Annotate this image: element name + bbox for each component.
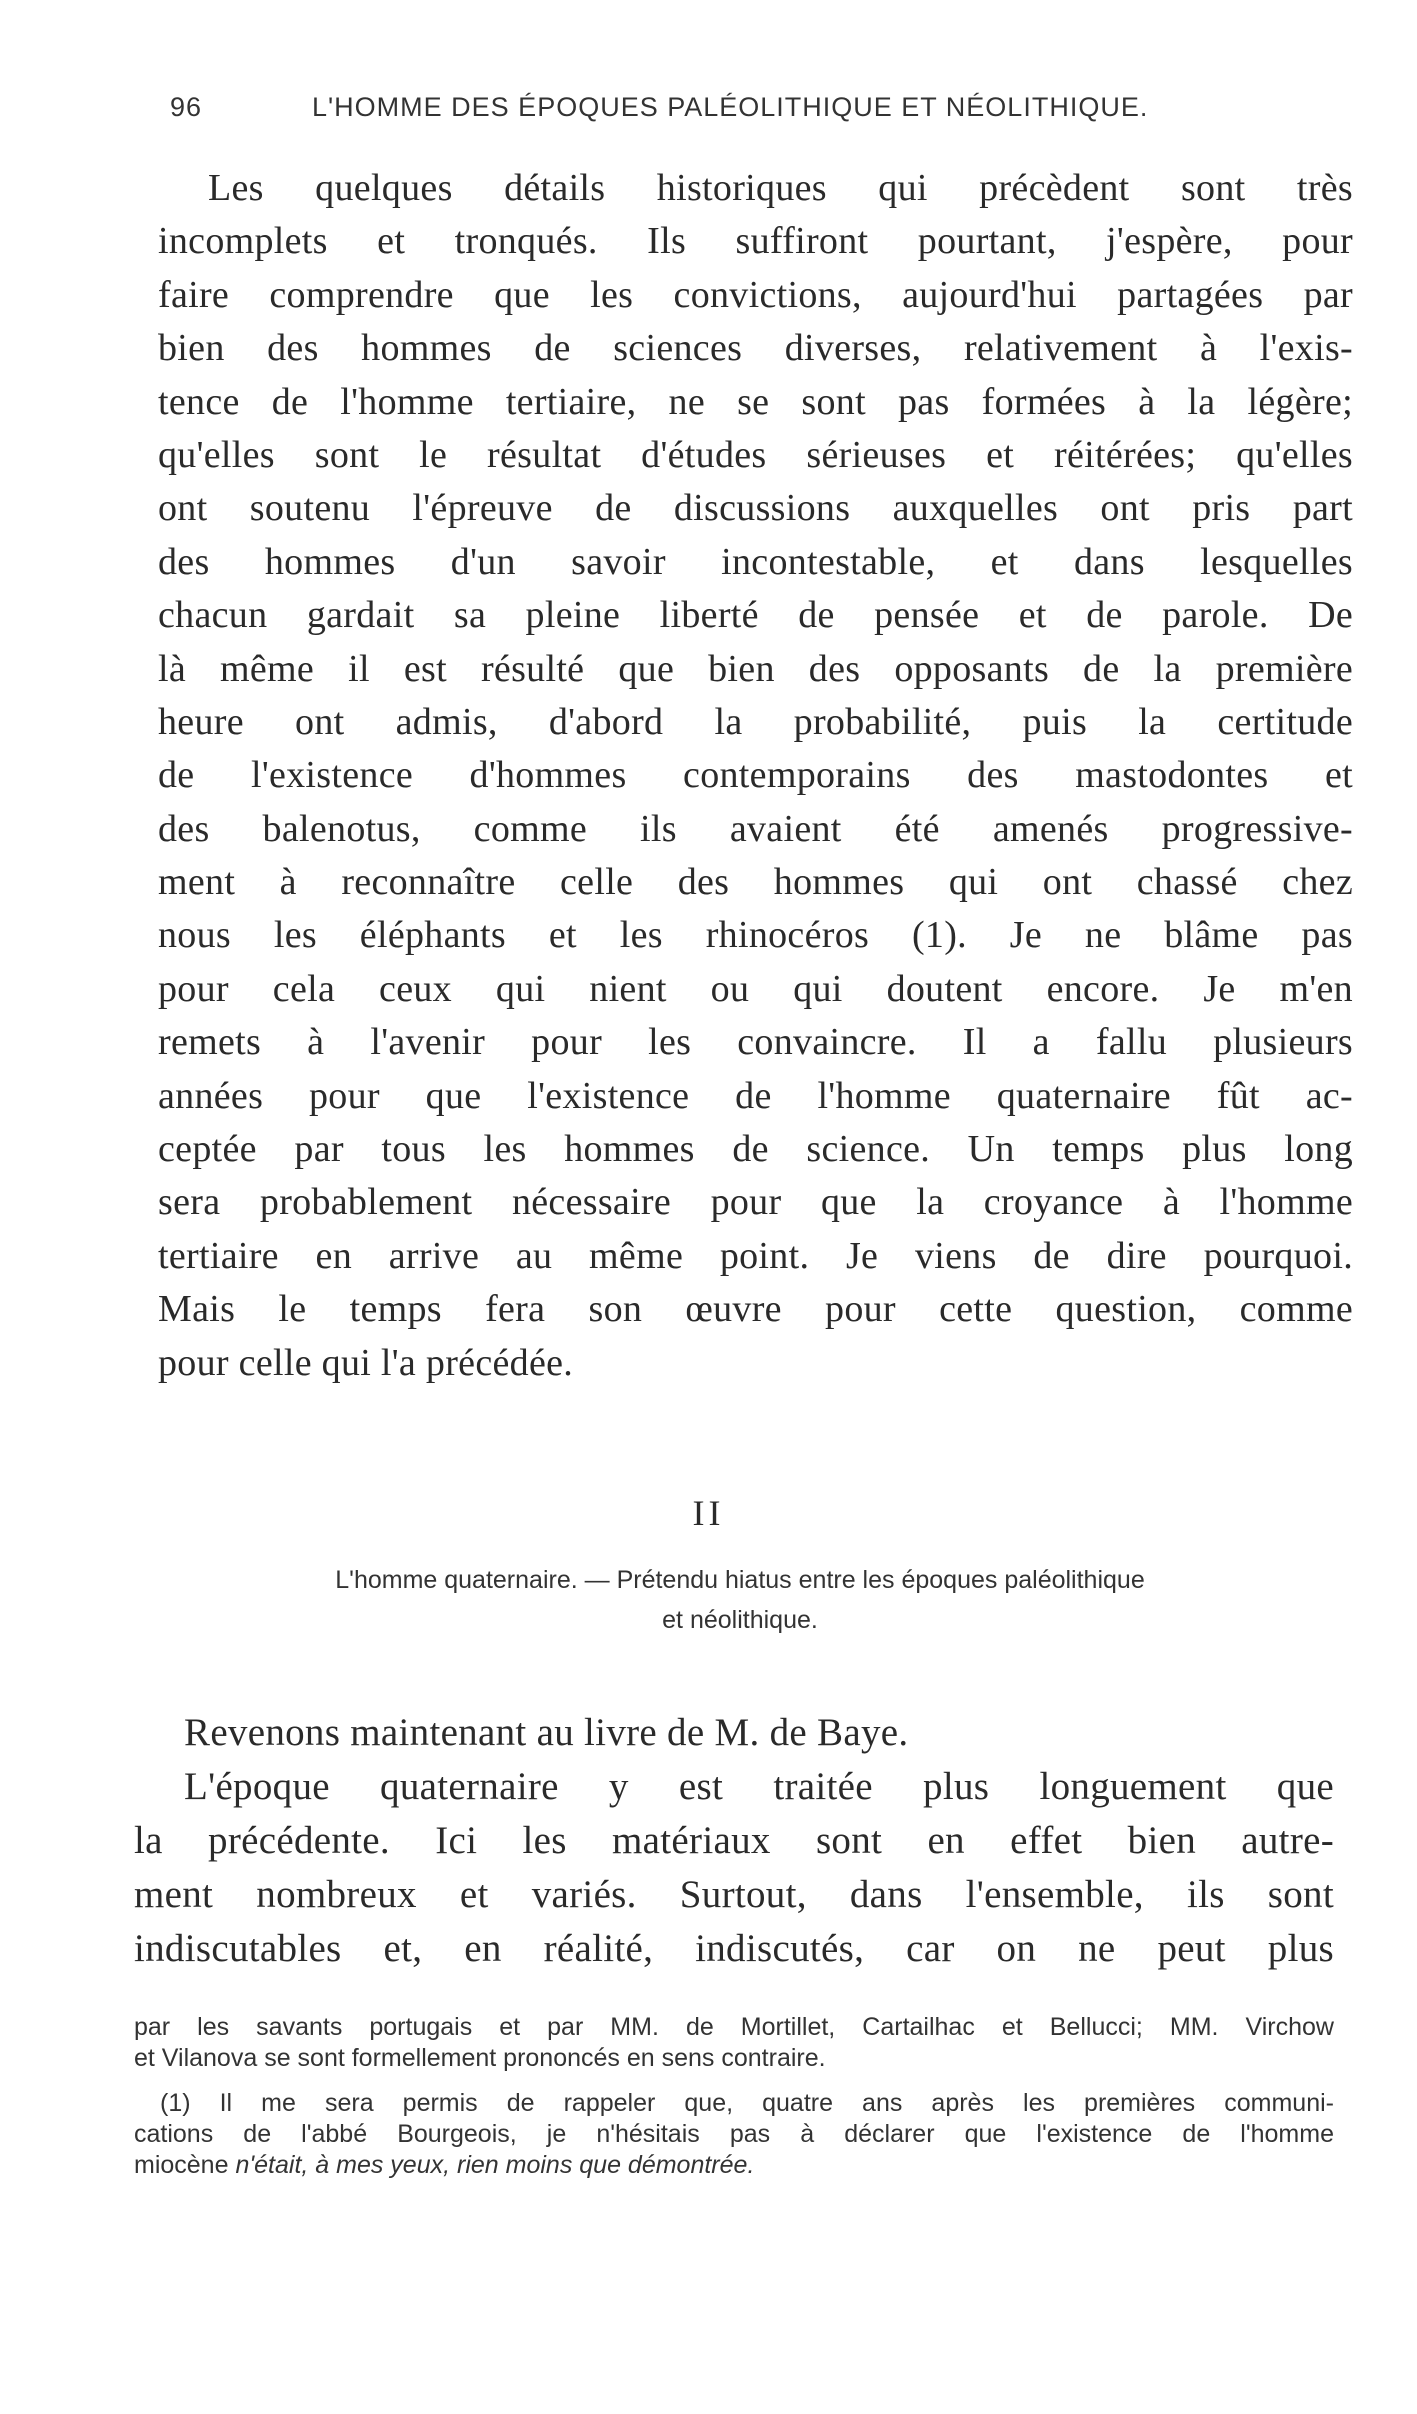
text-line: L'époque quaternaire y est traitée plus longuement que <box>184 1765 1334 1808</box>
text-line: Mais le temps fera son œuvre pour cette question, comme <box>158 1288 1353 1331</box>
text-line: tence de l'homme tertiaire, ne se sont pas formées à la légère; <box>158 380 1353 423</box>
text-line: chacun gardait sa pleine liberté de pensée et de parole. De <box>158 594 1353 637</box>
section-heading <box>220 1560 1260 1640</box>
footnote-line: cations de l'abbé Bourgeois, je n'hésitais pas à déclarer que l'existence de l'homme <box>134 2120 1334 2148</box>
footnote-line: par les savants portugais et par MM. de Mortillet, Cartailhac et Bellucci; MM. Virchow <box>134 2013 1334 2041</box>
text-line: pour celle qui l'a précédée. <box>158 1341 574 1384</box>
text-line: ment nombreux et variés. Surtout, dans l'ensemble, ils sont <box>134 1873 1334 1916</box>
text-line: nous les éléphants et les rhinocéros (1). Je ne blâme pas <box>158 914 1353 957</box>
footnote-text: miocène <box>134 2151 229 2179</box>
footnote-line-last <box>134 2150 1334 2181</box>
footnote-line: et Vilanova se sont formellement prononcés en sens contraire. <box>134 2044 826 2072</box>
page-number: 96 <box>170 92 203 122</box>
footnotes <box>134 2012 1334 2181</box>
text-line: de l'existence d'hommes contemporains des mastodontes et <box>158 754 1353 797</box>
section-number: II <box>692 1493 725 1533</box>
footnote-gap <box>134 2074 1334 2088</box>
text-line: ont soutenu l'épreuve de discussions auxquelles ont pris part <box>158 487 1353 530</box>
text-line: indiscutables et, en réalité, indiscutés, car on ne peut plus <box>134 1927 1334 1970</box>
text-line: incomplets et tronqués. Ils suffiront pourtant, j'espère, pour <box>158 220 1353 263</box>
text-line: la précédente. Ici les matériaux sont en effet bien autre- <box>134 1819 1334 1862</box>
text-line: ment à reconnaître celle des hommes qui ont chassé chez <box>158 861 1353 904</box>
text-line: des balenotus, comme ils avaient été amenés progressive- <box>158 807 1353 850</box>
paragraph-quaternary-epoch <box>134 1706 1334 1976</box>
text-line: années pour que l'existence de l'homme quaternaire fût ac- <box>158 1074 1353 1117</box>
text-line: remets à l'avenir pour les convaincre. Il a fallu plusieurs <box>158 1021 1353 1064</box>
text-line: qu'elles sont le résultat d'études sérieuses et réitérées; qu'elles <box>158 433 1353 476</box>
text-line: Revenons maintenant au livre de M. de Baye. <box>184 1711 909 1754</box>
section-heading-line: L'homme quaternaire. — Prétendu hiatus entre les époques paléolithique <box>335 1566 1145 1594</box>
text-line: là même il est résulté que bien des opposants de la première <box>158 647 1353 690</box>
text-line: bien des hommes de sciences diverses, relativement à l'exis- <box>158 327 1353 370</box>
footnote-line: (1) Il me sera permis de rappeler que, quatre ans après les premières communi- <box>160 2089 1334 2117</box>
text-line: faire comprendre que les convictions, aujourd'hui partagées par <box>158 273 1353 316</box>
running-head <box>170 92 1240 132</box>
text-line: pour cela ceux qui nient ou qui doutent encore. Je m'en <box>158 967 1353 1010</box>
running-title: L'HOMME DES ÉPOQUES PALÉOLITHIQUE ET NÉOLITHIQUE. <box>312 92 1149 122</box>
text-line: tertiaire en arrive au même point. Je viens de dire pourquoi. <box>158 1234 1353 1277</box>
paragraph-historical-details <box>158 162 1353 1390</box>
text-line: heure ont admis, d'abord la probabilité, puis la certitude <box>158 700 1353 743</box>
text-line: Les quelques détails historiques qui précèdent sont très <box>208 167 1353 209</box>
footnote-italic-text: n'était, à mes yeux, rien moins que démontrée. <box>235 2151 755 2179</box>
section-heading-line: et néolithique. <box>662 1606 818 1634</box>
text-line: des hommes d'un savoir incontestable, et dans lesquelles <box>158 540 1353 583</box>
text-line: ceptée par tous les hommes de science. Un temps plus long <box>158 1128 1353 1171</box>
text-line: sera probablement nécessaire pour que la croyance à l'homme <box>158 1181 1353 1224</box>
